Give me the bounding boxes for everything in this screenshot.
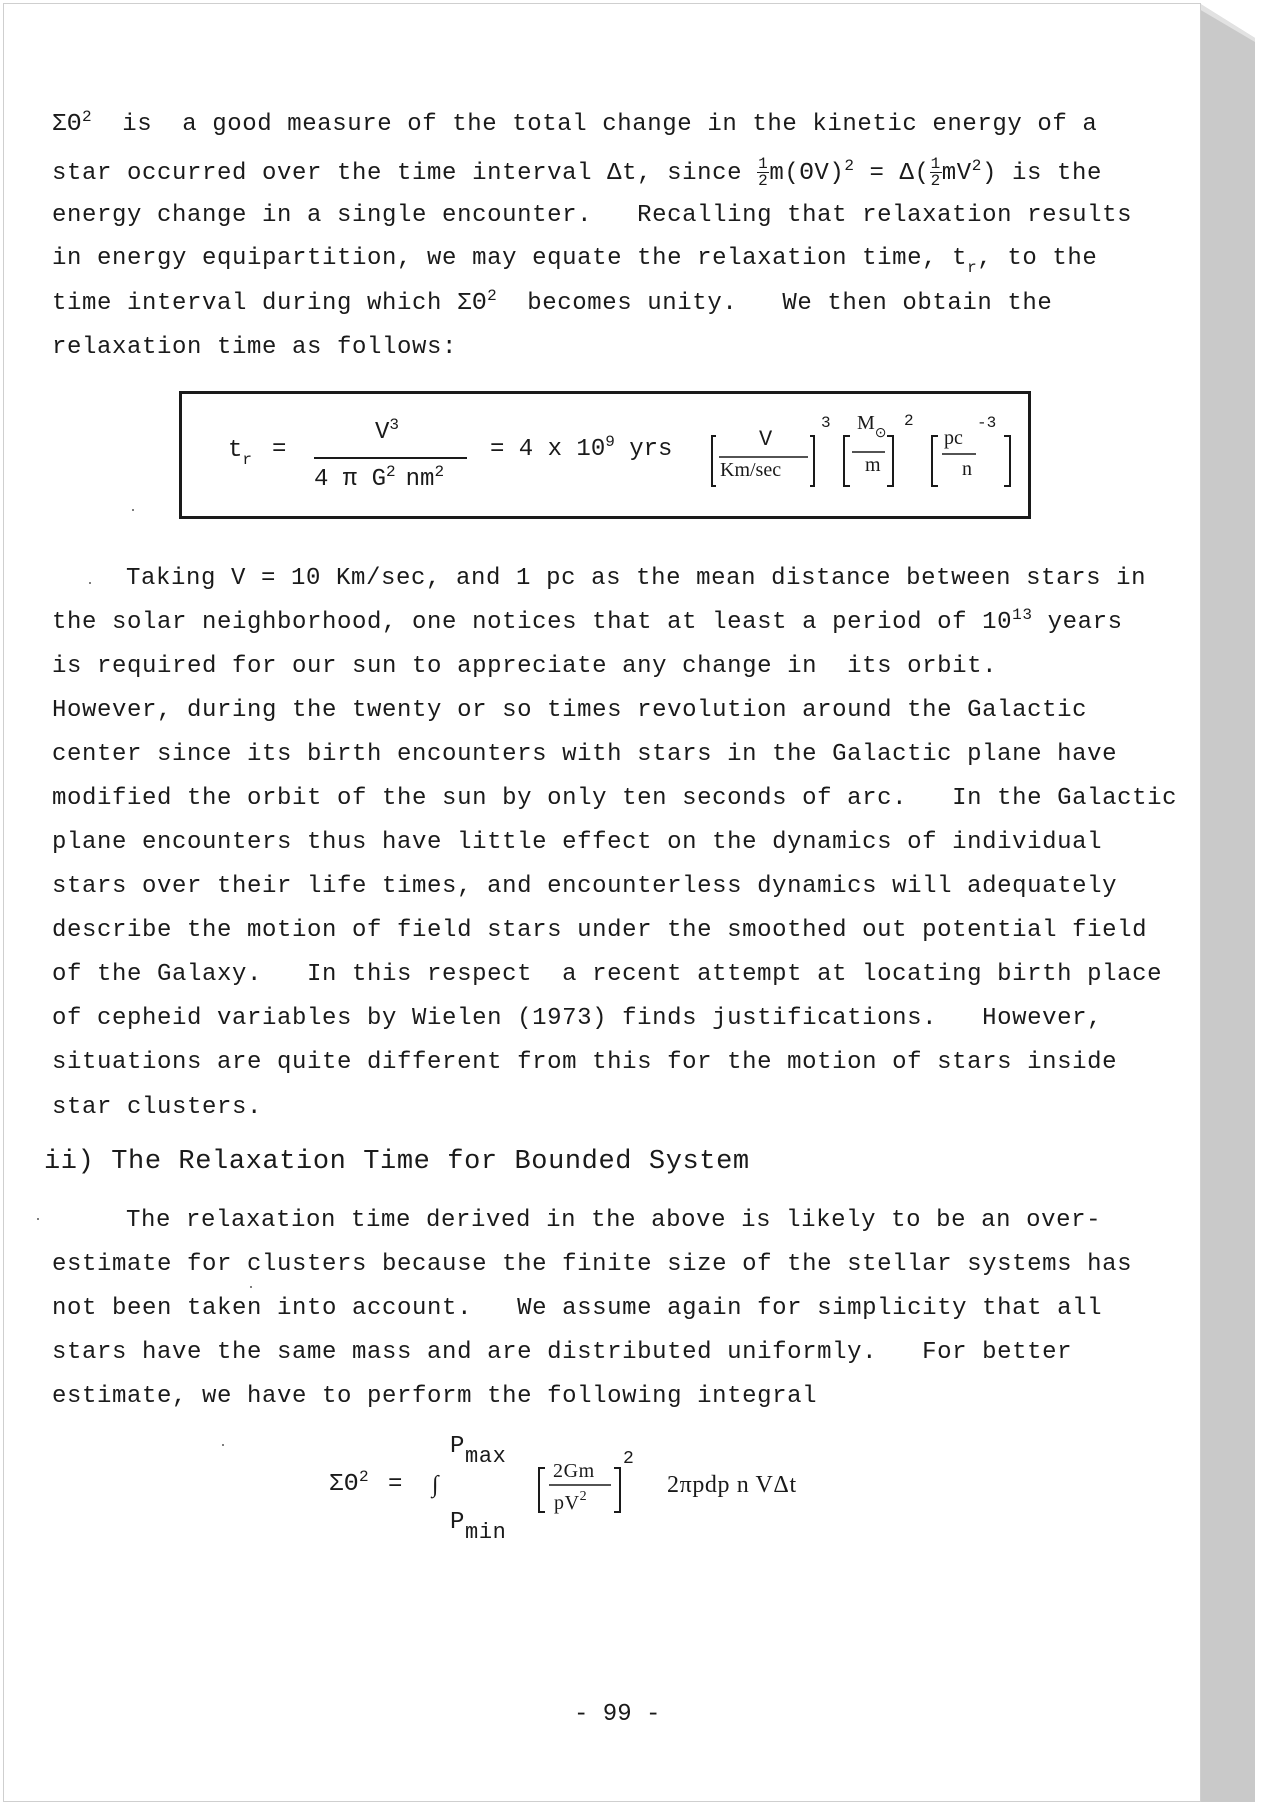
para3-line-2: estimate for clusters because the finite size of the stellar systems has <box>52 1251 1133 1278</box>
integral-tail: 2πpdp n VΔt <box>667 1472 797 1498</box>
text: in energy equipartition, we may equate the relaxation time, t <box>52 245 968 272</box>
bracket-left <box>539 1468 545 1512</box>
para1-line-6: relaxation time as follows: <box>52 334 458 361</box>
para2-line-13: star clusters. <box>52 1094 263 1121</box>
denominator: 2 <box>930 172 941 190</box>
integral-strokes <box>4 4 1200 1801</box>
text: m(ΘV) <box>769 159 845 187</box>
subscript: r <box>967 259 978 277</box>
superscript: 2 <box>434 463 445 481</box>
eq-num-symbol: V <box>375 419 390 446</box>
text: , to the <box>977 245 1098 272</box>
text: the solar neighborhood, one notices that at least a period of 10 <box>52 609 1013 636</box>
superscript: 2 <box>487 287 498 305</box>
text: time interval during which ΣΘ <box>52 290 488 317</box>
para2-line-5: center since its birth encounters with stars in the Galactic plane have <box>52 741 1118 768</box>
eq-constant-unit: yrs <box>614 436 673 463</box>
superscript: 2 <box>386 463 396 481</box>
subscript: r <box>242 451 253 469</box>
para2-line-1: Taking V = 10 Km/sec, and 1 pc as the mean distance between stars in <box>126 565 1147 592</box>
para2-line-9: describe the motion of field stars under the smoothed out potential field <box>52 917 1148 944</box>
para3-line-5: estimate, we have to perform the following integral <box>52 1383 818 1410</box>
superscript: 2 <box>579 1489 588 1504</box>
limit-symbol: P <box>450 1509 466 1536</box>
section-heading: ii) The Relaxation Time for Bounded System <box>44 1147 750 1177</box>
superscript: 13 <box>1012 606 1033 624</box>
para3-line-4: stars have the same mass and are distributed uniformly. For better <box>52 1339 1073 1366</box>
text: becomes unity. We then obtain the <box>497 290 1053 317</box>
integrand-numerator: 2Gm <box>553 1460 595 1482</box>
eq-factor3-numerator: pc <box>944 427 963 449</box>
eq-factor2-mass: M <box>857 412 875 434</box>
superscript: 3 <box>389 416 400 434</box>
superscript: 2 <box>359 1468 370 1486</box>
scan-speck <box>250 1286 252 1288</box>
bracket-right <box>614 1468 620 1512</box>
eq-factor3-exponent: -3 <box>977 414 997 432</box>
superscript: 9 <box>605 433 615 451</box>
page-number: - 99 - <box>574 1701 661 1728</box>
text: mV <box>941 159 972 187</box>
para2-line-7: plane encounters thus have little effect on the dynamics of individual <box>52 829 1103 856</box>
eq-den-tail: nm <box>405 466 435 493</box>
para2-line-10: of the Galaxy. In this respect a recent attempt at locating birth place <box>52 961 1163 988</box>
integrand-exponent: 2 <box>623 1449 635 1469</box>
para2-line-8: stars over their life times, and encounterless dynamics will adequately <box>52 873 1118 900</box>
subscript: max <box>465 1444 507 1469</box>
text: ) is the <box>981 159 1103 187</box>
denominator: 2 <box>758 172 769 190</box>
superscript: 2 <box>82 108 93 126</box>
document-page <box>3 3 1201 1802</box>
text: is a good measure of the total change in the kinetic energy of a <box>92 111 1098 138</box>
denominator-text: pV <box>554 1492 580 1514</box>
scan-speck <box>37 1218 39 1220</box>
limit-symbol: P <box>450 1433 466 1460</box>
para2-line-12: situations are quite different from this for the motion of stars inside <box>52 1049 1118 1076</box>
eq-constant-text: = 4 x 10 <box>490 436 606 463</box>
text-sigma-theta: ΣΘ <box>52 111 83 138</box>
text: star occurred over the time interval Δt, since <box>52 159 758 187</box>
scan-speck <box>132 509 134 511</box>
para3-line-1: The relaxation time derived in the above is likely to be an over- <box>126 1207 1102 1234</box>
superscript: 2 <box>971 156 982 175</box>
eq-lhs-symbol: t <box>228 437 243 464</box>
text: years <box>1032 609 1123 636</box>
eq-den-text: 4 π G <box>314 466 387 493</box>
eq-equals: = <box>272 436 287 463</box>
eq-factor2-exponent: 2 <box>904 412 914 430</box>
scan-speck <box>222 1444 224 1446</box>
sun-symbol: ⊙ <box>874 426 887 441</box>
eq-factor2-denominator: m <box>865 454 881 476</box>
integral-equals: = <box>388 1471 404 1498</box>
superscript: 2 <box>844 156 855 175</box>
para2-line-4: However, during the twenty or so times revolution around the Galactic <box>52 697 1088 724</box>
eq-factor3-denominator: n <box>962 458 972 480</box>
para3-line-3: not been taken into account. We assume again for simplicity that all <box>52 1295 1103 1322</box>
numerator: 1 <box>758 155 769 173</box>
para1-line-3: energy change in a single encounter. Recalling that relaxation results <box>52 202 1133 229</box>
eq-factor1-numerator: V <box>759 427 773 452</box>
numerator: 1 <box>930 155 941 173</box>
eq-factor1-exponent: 3 <box>821 414 831 432</box>
integral-sign: ∫ <box>432 1472 440 1498</box>
sigma-theta: ΣΘ <box>329 1471 360 1498</box>
para2-line-3: is required for our sun to appreciate any change in its orbit. <box>52 653 998 680</box>
para2-line-11: of cepheid variables by Wielen (1973) finds justifications. However, <box>52 1005 1103 1032</box>
scan-speck <box>89 582 91 584</box>
page-edge-shadow <box>1199 3 1255 1802</box>
subscript: min <box>465 1520 507 1545</box>
eq-factor1-denominator: Km/sec <box>720 459 782 481</box>
para2-line-6: modified the orbit of the sun by only ten seconds of arc. In the Galactic <box>52 785 1178 812</box>
text: = Δ( <box>854 159 930 187</box>
